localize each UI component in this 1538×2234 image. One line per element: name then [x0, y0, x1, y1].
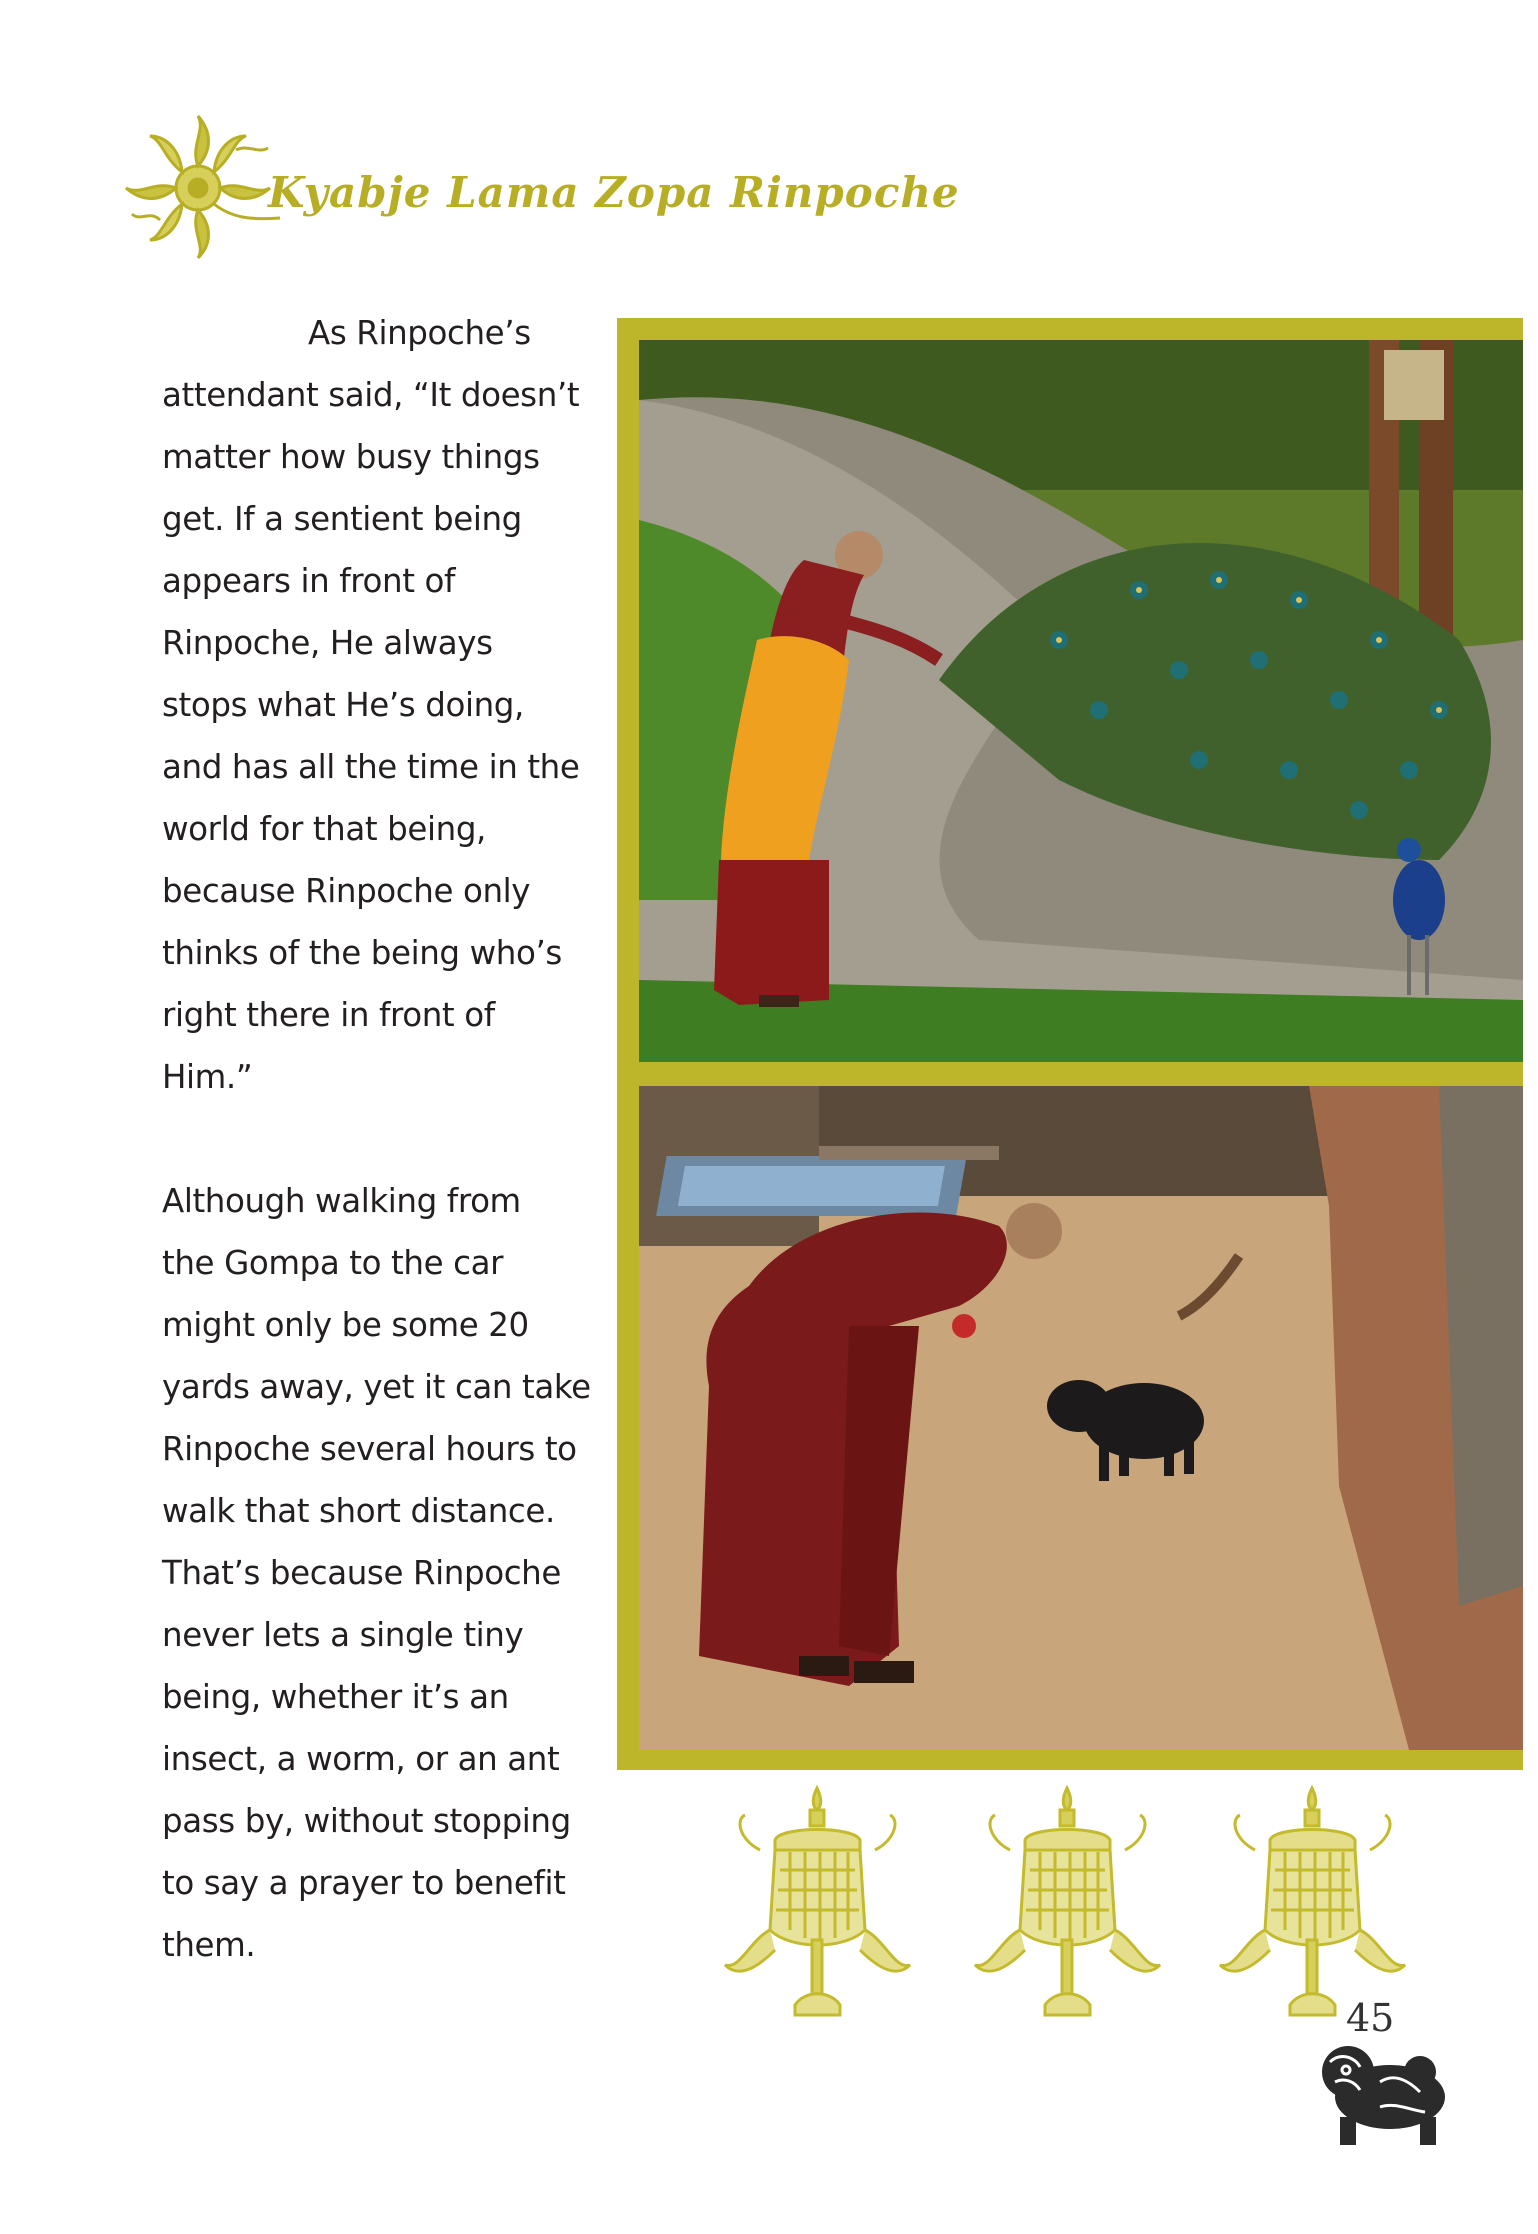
text-line: Rinpoche several hours to [162, 1430, 577, 1468]
snow-lion-icon [1310, 2032, 1460, 2152]
text-line: because Rinpoche only [162, 872, 531, 910]
text-line: As Rinpoche’s [308, 314, 531, 352]
lotus-flower-icon [120, 110, 280, 260]
text-line: might only be some 20 [162, 1306, 529, 1344]
photo-frame [617, 318, 1523, 1770]
paragraph-1 [162, 302, 592, 1108]
text-line: Although walking from [162, 1182, 521, 1220]
text-line: world for that being, [162, 810, 486, 848]
body-text [162, 302, 592, 1976]
page-title: Kyabje Lama Zopa Rinpoche [268, 168, 960, 217]
text-line: stops what He’s doing, [162, 686, 524, 724]
text-line: insect, a worm, or an ant [162, 1740, 560, 1778]
text-line: Him.” [162, 1058, 253, 1096]
monk-with-peacock-photo [639, 340, 1523, 1062]
victory-banner-icon [970, 1780, 1165, 2030]
text-line: being, whether it’s an [162, 1678, 509, 1716]
page-number: 45 [1346, 1996, 1395, 2040]
text-line: get. If a sentient being [162, 500, 522, 538]
text-line: matter how busy things [162, 438, 540, 476]
ornament-row [720, 1780, 1420, 2030]
text-line: Rinpoche, He always [162, 624, 493, 662]
text-line: thinks of the being who’s [162, 934, 562, 972]
victory-banner-icon [720, 1780, 915, 2030]
page-header [120, 110, 960, 260]
text-line: That’s because Rinpoche [162, 1554, 561, 1592]
text-line: walk that short distance. [162, 1492, 555, 1530]
text-line: pass by, without stopping [162, 1802, 571, 1840]
text-line: attendant said, “It doesn’t [162, 376, 580, 414]
paragraph-2 [162, 1170, 592, 1976]
text-line: appears in front of [162, 562, 456, 600]
text-line: to say a prayer to benefit [162, 1864, 566, 1902]
text-line: yards away, yet it can take [162, 1368, 591, 1406]
text-line: and has all the time in the [162, 748, 580, 786]
text-line: them. [162, 1926, 256, 1964]
text-line: never lets a single tiny [162, 1616, 524, 1654]
text-line: the Gompa to the car [162, 1244, 504, 1282]
victory-banner-icon [1215, 1780, 1410, 2030]
monk-with-piglet-photo [639, 1086, 1523, 1750]
text-line: right there in front of [162, 996, 495, 1034]
